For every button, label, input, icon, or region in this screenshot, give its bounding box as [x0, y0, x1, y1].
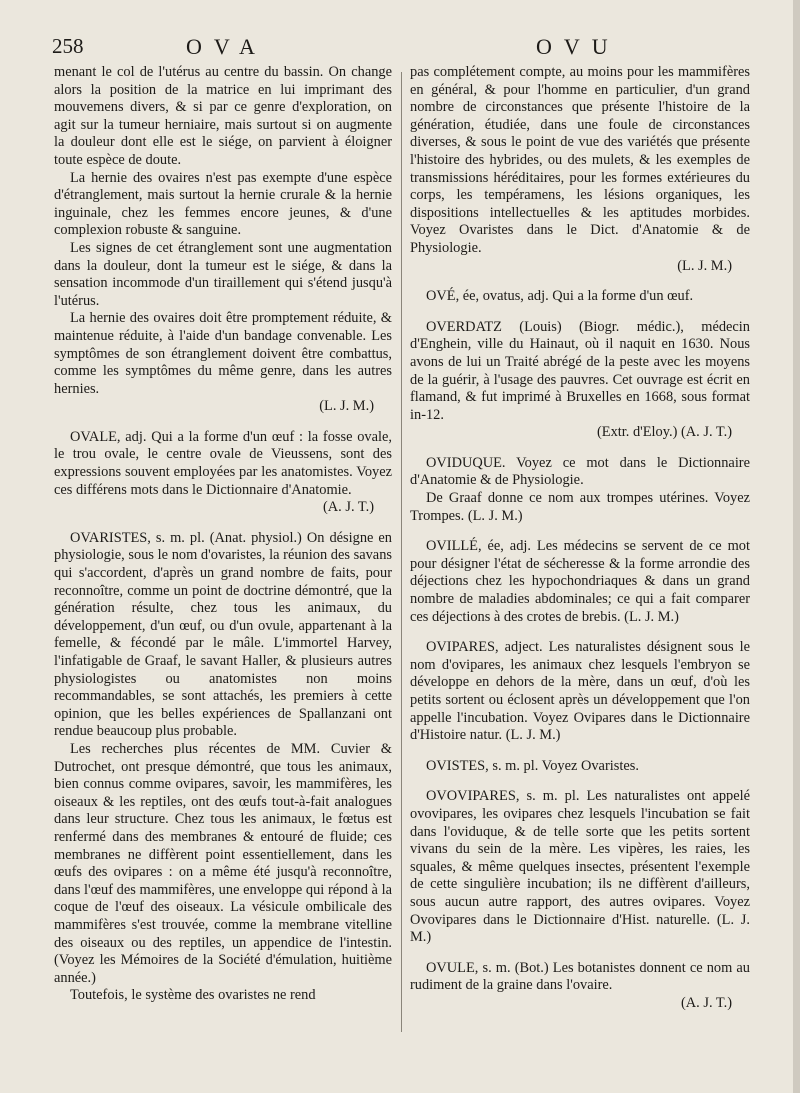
- right-column: [410, 64, 750, 1013]
- entry-overdatz: OVERDATZ (Louis) (Biogr. médic.), médecin d'Enghein, ville du Hainaut, où il naquit en 1630. Nous avons de lui un Traité abrégé de la peste avec les moyens de la guérir, à l'usage des pauvres. Cet ouvrage est écrit en flamand, & fut imprimé à Bruxelles en 1668, sous format in-12.: [410, 318, 750, 423]
- paragraph: pas complétement compte, au moins pour les mammifères en général, & pour l'homme en particulier, d'un grand nombre de circonstances que présente l'histoire de la génération, étudiée, dans une foule de circonstances diverses, & sous le point de vue des variétés que présente l'histoire des hybrides, ou des mulets, & les exemples de transmissions héréditaires, pour les formes extérieures du corps, les tempéramens, les lésions organiques, les dispositions intellectuelles & les aptitudes morbides. Voyez Ovaristes dans le Dict. d'Anatomie & de Physiologie.: [410, 64, 750, 256]
- running-head-left: OVA: [186, 34, 267, 59]
- paragraph: menant le col de l'utérus au centre du bassin. On change alors la position de la matrice en lui imprimant des mouvemens divers, & si par ce genre d'exploration, on agit sur la tumeur herniaire, mais surtout si on augmente la douleur dont elle est le siége, on parvient à éloigner toute espèce de doute.: [54, 64, 392, 168]
- entry-ovipares: OVIPARES, adject. Les naturalistes désignent sous le nom d'ovipares, les animaux chez lesquels l'embryon se développe en dehors de la mère, dans un œuf, d'où les petits sortent ou éclosent après un développement que l'on appelle l'incubation. Voyez Ovipares dans le Dictionnaire d'Histoire natur. (L. J. M.): [410, 639, 750, 744]
- page-edge: [793, 0, 800, 1093]
- entry-ovovipares: OVOVIPARES, s. m. pl. Les naturalistes ont appelé ovovipares, les ovipares chez lesquels l'incubation se fait dans l'oviduque, & de telle sorte que les petits sortent vivans du sein de la mère. Les vipères, les raies, les squales, & même quelques insectes, présentent l'exemple de cette singulière incubation; ils ne diffèrent d'ailleurs, sous aucun autre rapport, des autres ovipares. Voyez Ovovipares dans le Dictionnaire d'Hist. naturelle. (L. J. M.): [410, 788, 750, 946]
- page-header: [0, 34, 800, 62]
- paragraph: La hernie des ovaires doit être promptement réduite, & maintenue réduite, à l'aide d'un bandage convenable. Les symptômes de son étranglement doivent être combattus, comme les symptômes du même genre, dans les autres hernies.: [54, 310, 392, 397]
- entry-ovistes: OVISTES, s. m. pl. Voyez Ovaristes.: [426, 757, 639, 774]
- paragraph: De Graaf donne ce nom aux trompes utérines. Voyez Trompes. (L. J. M.): [410, 490, 750, 524]
- author-signature: (L. J. M.): [319, 398, 374, 415]
- paragraph: Les signes de cet étranglement sont une augmentation dans la douleur, dont la tumeur est le siége, & dans la sensation incommode d'un tiraillement qui s'étend jusqu'à l'utérus.: [54, 239, 392, 309]
- left-column: [54, 64, 392, 1005]
- author-signature: (L. J. M.): [677, 257, 732, 274]
- entry-oviduque: OVIDUQUE. Voyez ce mot dans le Dictionnaire d'Anatomie & de Physiologie.: [410, 454, 750, 489]
- entry-ovaristes: OVARISTES, s. m. pl. (Anat. physiol.) On désigne en physiologie, sous le nom d'ovaristes, la réunion des savans qui s'accordent, d'après un grand nombre de faits, pour reconnoître, comme un point de doctrine démontré, que la génération résulte, chez tous les animaux, du développement, d'un œuf, ou d'un ovule, appartenant à la femelle, & fécondé par le mâle. L'immortel Harvey, l'infatigable de Graaf, le savant Haller, & plusieurs autres physiologistes ou anatomistes non moins recommandables, se sont attachés, les premiers à cette opinion, que les belles expériences de Spallanzani ont rendue beaucoup plus probable.: [54, 529, 392, 740]
- entry-ovule: OVULE, s. m. (Bot.) Les botanistes donnent ce nom au rudiment de la graine dans l'ovaire.: [410, 959, 750, 994]
- running-head-right: OVU: [536, 34, 620, 59]
- author-signature: (Extr. d'Eloy.) (A. J. T.): [596, 424, 732, 441]
- page-number: 258: [52, 34, 84, 58]
- paragraph: La hernie des ovaires n'est pas exempte d'une espèce d'étranglement, mais surtout la hernie crurale & la hernie inguinale, chez les femmes encore jeunes, & d'une complexion robuste & sanguine.: [54, 169, 392, 239]
- paragraph: Toutefois, le système des ovaristes ne rend: [70, 987, 316, 1004]
- entry-ovale: OVALE, adj. Qui a la forme d'un œuf : la fosse ovale, le trou ovale, le centre ovale de Vieussens, sont des expressions souvent employées par les anatomistes. Voyez ces différens mots dans le Dictionnaire d'Anatomie.: [54, 428, 392, 498]
- column-divider: [401, 72, 402, 1032]
- author-signature: (A. J. T.): [680, 994, 732, 1011]
- paragraph: Les recherches plus récentes de MM. Cuvier & Dutrochet, ont presque démontré, que tous les animaux, bien connus comme ovipares, savoir, les mammifères, les oiseaux & les reptiles, ont des œufs tout-à-fait analogues dans leur structure. Chez tous les animaux, le fœtus est renfermé dans des membranes & entouré de fluide; ces membranes ne diffèrent point essentiellement, dans les œufs des ovipares : on a même été jusqu'à reconnoître, dans l'œuf des mammifères, une enveloppe qui répond à la coque de l'œuf des oiseaux. La vésicule ombilicale des mammifères s'est trouvée, comme la membrane vitelline des oiseaux ou des reptiles, un appendice de l'intestin. (Voyez les Mémoires de la Société d'émulation, huitième année.): [54, 740, 392, 986]
- author-signature: (A. J. T.): [322, 499, 374, 516]
- entry-ove: OVÉ, ée, ovatus, adj. Qui a la forme d'un œuf.: [426, 288, 694, 305]
- entry-ovillee: OVILLÉ, ée, adj. Les médecins se servent de ce mot pour désigner l'état de sécheresse & la forme arrondie des déjections chez les hypochondriaques & dans un grand nombre de maladies abdominales; ce qui a fait comparer ces déjections à des crotes de brebis. (L. J. M.): [410, 538, 750, 625]
